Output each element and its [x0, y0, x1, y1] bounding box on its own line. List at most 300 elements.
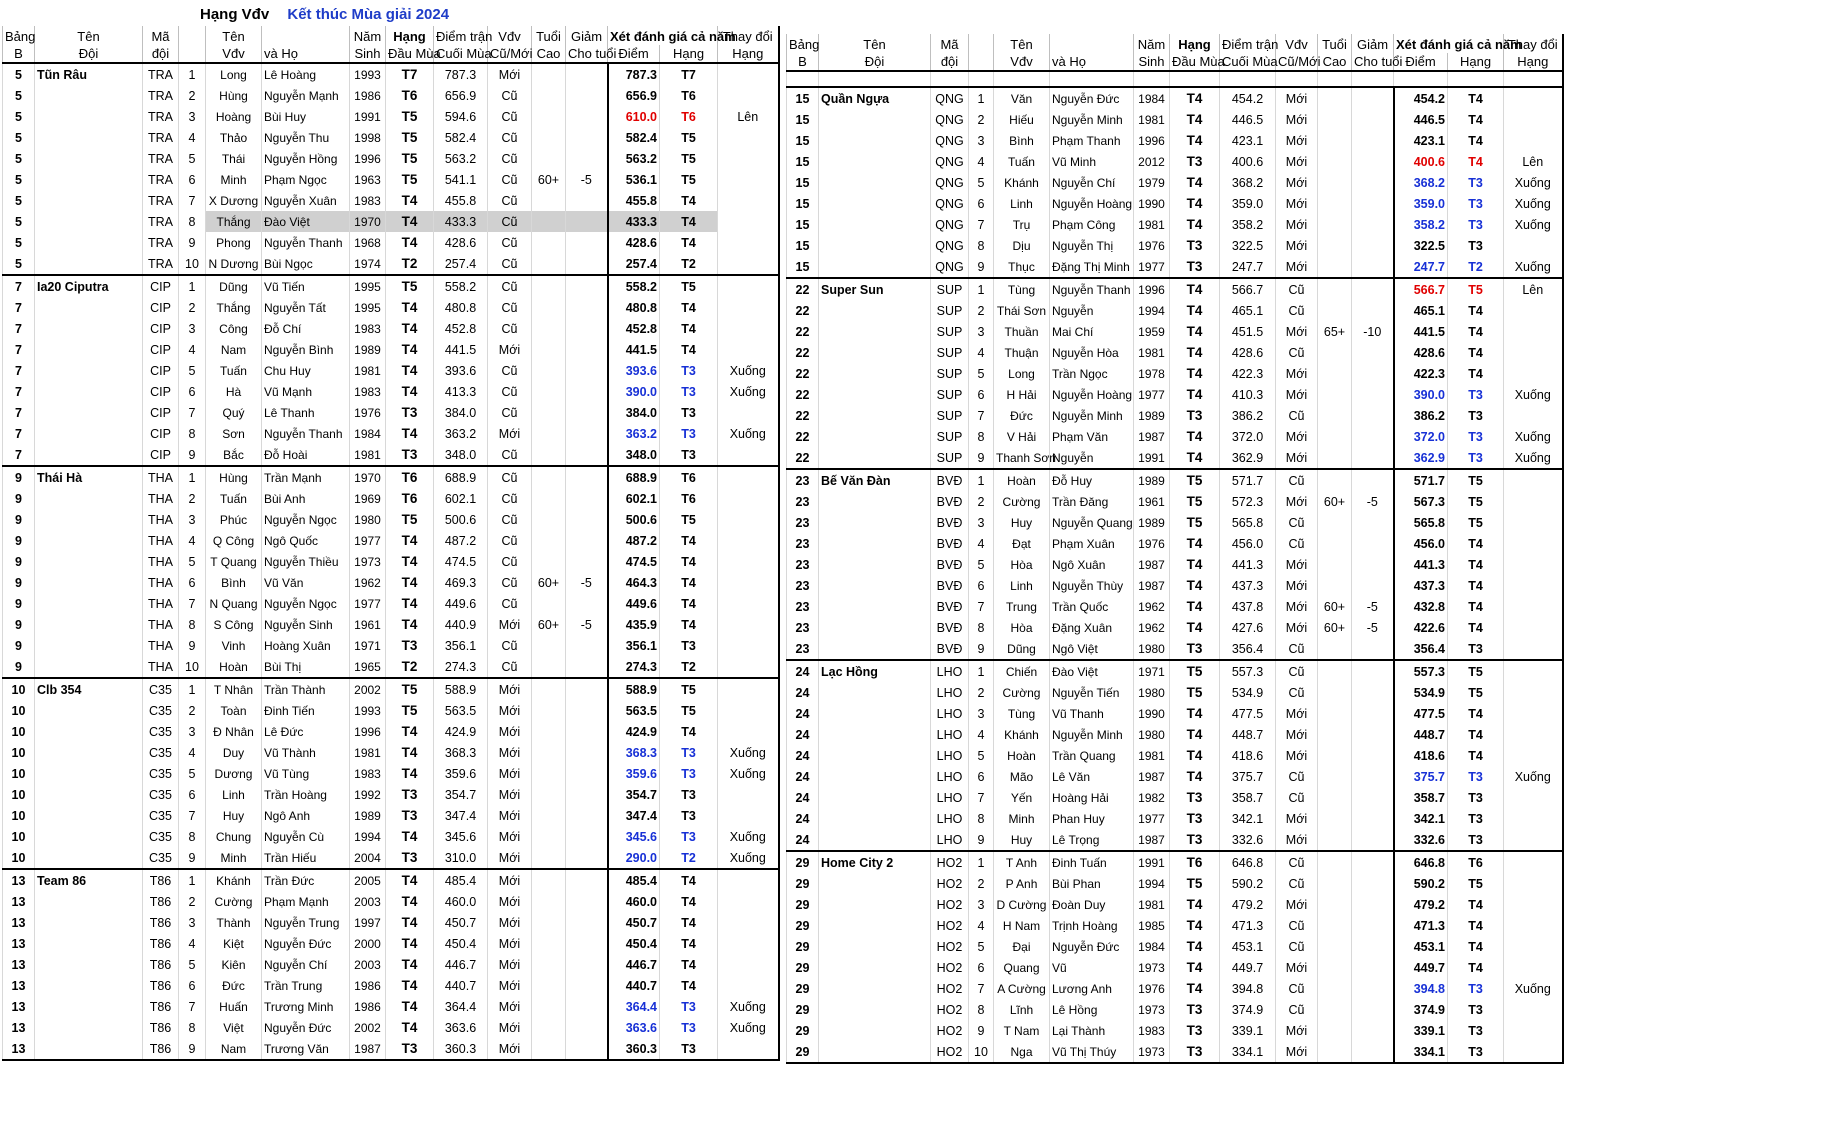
table-row: [3, 253, 779, 275]
age-group-cell: [1318, 235, 1352, 256]
final-score-cell: 588.9: [608, 678, 660, 700]
player-name-cell: Duy: [206, 742, 262, 763]
rank-change-cell: [718, 869, 779, 891]
age-group-cell: [532, 509, 566, 530]
start-rank-cell: T3: [1170, 151, 1220, 172]
rank-change-cell: [718, 444, 779, 466]
left-ranking-table: [2, 26, 780, 1061]
player-family-name-cell: Lê Văn: [1050, 766, 1134, 787]
team-name-cell: [819, 491, 931, 512]
age-reduction-cell: -5: [1352, 596, 1394, 617]
player-name-cell: Đạt: [994, 533, 1050, 554]
group-number-cell: 13: [3, 1038, 35, 1060]
age-group-cell: [1318, 151, 1352, 172]
team-code-cell: C35: [143, 784, 179, 805]
player-family-name-cell: Bùi Thị: [262, 656, 350, 678]
left-header-row-top: [3, 26, 779, 45]
age-group-cell: [532, 805, 566, 826]
player-index-cell: 1: [969, 660, 994, 682]
team-name-cell: [35, 339, 143, 360]
age-group-cell: [532, 360, 566, 381]
team-name-cell: Lạc Hồng: [819, 660, 931, 682]
birth-year-cell: 1976: [1134, 533, 1170, 554]
team-name-cell: [819, 808, 931, 829]
player-name-cell: Thắng: [206, 211, 262, 232]
birth-year-cell: 1992: [350, 784, 386, 805]
rank-change-cell: [1504, 1020, 1563, 1041]
group-number-cell: 13: [3, 912, 35, 933]
final-rank-cell: T3: [660, 423, 718, 444]
player-family-name-cell: Nguyễn Chí: [1050, 172, 1134, 193]
player-index-cell: 9: [179, 444, 206, 466]
player-index-cell: 2: [969, 491, 994, 512]
final-score-cell: 432.8: [1394, 596, 1448, 617]
player-status-cell: Mới: [1276, 745, 1318, 766]
age-group-cell: [532, 148, 566, 169]
player-index-cell: 3: [179, 106, 206, 127]
team-code-cell: T86: [143, 891, 179, 912]
final-score-cell: 374.9: [1394, 999, 1448, 1020]
group-number-cell: 9: [3, 635, 35, 656]
player-family-name-cell: Nguyễn Đức: [1050, 936, 1134, 957]
header-top-cell: Hạng: [386, 26, 434, 45]
player-index-cell: 2: [969, 873, 994, 894]
header-top-cell: Bảng: [787, 34, 819, 53]
age-reduction-cell: [566, 996, 608, 1017]
final-rank-cell: T6: [660, 488, 718, 509]
final-score-cell: 375.7: [1394, 766, 1448, 787]
final-score-cell: 460.0: [608, 891, 660, 912]
age-group-cell: [532, 933, 566, 954]
match-points-cell: 571.7: [1220, 469, 1276, 491]
team-code-cell: SUP: [931, 363, 969, 384]
birth-year-cell: 1989: [350, 805, 386, 826]
player-index-cell: 8: [179, 1017, 206, 1038]
team-code-cell: HO2: [931, 851, 969, 873]
final-rank-cell: T3: [1448, 426, 1504, 447]
player-status-cell: Mới: [488, 805, 532, 826]
start-rank-cell: T3: [386, 402, 434, 423]
team-code-cell: C35: [143, 678, 179, 700]
start-rank-cell: T4: [1170, 745, 1220, 766]
player-name-cell: H Hải: [994, 384, 1050, 405]
player-family-name-cell: Nguyễn Quang: [1050, 512, 1134, 533]
player-name-cell: Huy: [206, 805, 262, 826]
right-table-body: [787, 71, 1563, 1063]
team-code-cell: THA: [143, 530, 179, 551]
player-name-cell: Tuấn: [994, 151, 1050, 172]
player-index-cell: 1: [179, 466, 206, 488]
group-number-cell: 22: [787, 426, 819, 447]
player-name-cell: Dũng: [994, 638, 1050, 660]
group-number-cell: 24: [787, 829, 819, 851]
age-group-cell: [1318, 1041, 1352, 1063]
player-index-cell: 7: [179, 996, 206, 1017]
table-row: [787, 999, 1563, 1020]
final-rank-cell: T3: [1448, 193, 1504, 214]
rank-change-cell: [718, 933, 779, 954]
final-score-cell: 454.2: [1394, 87, 1448, 109]
final-rank-cell: T4: [1448, 575, 1504, 596]
age-reduction-cell: [1352, 829, 1394, 851]
team-code-cell: HO2: [931, 936, 969, 957]
final-score-cell: 422.6: [1394, 617, 1448, 638]
header-bottom-cell: Điểm: [1394, 53, 1448, 71]
group-number-cell: 22: [787, 447, 819, 469]
birth-year-cell: 1980: [1134, 638, 1170, 660]
final-rank-cell: T4: [1448, 321, 1504, 342]
table-row: [787, 172, 1563, 193]
team-code-cell: QNG: [931, 172, 969, 193]
birth-year-cell: 1983: [350, 318, 386, 339]
final-score-cell: 390.0: [1394, 384, 1448, 405]
player-name-cell: Thuận: [994, 342, 1050, 363]
team-code-cell: QNG: [931, 214, 969, 235]
rank-change-cell: [718, 275, 779, 297]
player-status-cell: Mới: [488, 700, 532, 721]
team-name-cell: [819, 321, 931, 342]
match-points-cell: 557.3: [1220, 660, 1276, 682]
team-code-cell: THA: [143, 551, 179, 572]
player-family-name-cell: Trần Thành: [262, 678, 350, 700]
birth-year-cell: 1987: [1134, 554, 1170, 575]
final-rank-cell: T4: [1448, 554, 1504, 575]
final-rank-cell: T5: [1448, 660, 1504, 682]
match-points-cell: 368.2: [1220, 172, 1276, 193]
start-rank-cell: T3: [1170, 808, 1220, 829]
age-reduction-cell: -5: [1352, 491, 1394, 512]
age-group-cell: [1318, 533, 1352, 554]
player-family-name-cell: Đặng Thị Minh: [1050, 256, 1134, 278]
team-name-cell: Bế Văn Đàn: [819, 469, 931, 491]
player-status-cell: Cũ: [1276, 342, 1318, 363]
match-points-cell: 359.0: [1220, 193, 1276, 214]
final-rank-cell: T3: [1448, 1041, 1504, 1063]
group-number-cell: 29: [787, 873, 819, 894]
age-group-cell: [1318, 300, 1352, 321]
rank-change-cell: [1504, 682, 1563, 703]
player-status-cell: Cũ: [488, 488, 532, 509]
player-index-cell: 4: [179, 742, 206, 763]
team-name-cell: [35, 784, 143, 805]
final-score-cell: 563.5: [608, 700, 660, 721]
start-rank-cell: T4: [386, 232, 434, 253]
player-family-name-cell: Vũ Tùng: [262, 763, 350, 784]
player-family-name-cell: Vũ Thị Thúy: [1050, 1041, 1134, 1063]
rank-change-cell: Xuống: [718, 1017, 779, 1038]
player-family-name-cell: Nguyễn Đức: [262, 1017, 350, 1038]
player-status-cell: Mới: [1276, 172, 1318, 193]
table-row: [3, 509, 779, 530]
match-points-cell: 424.9: [434, 721, 488, 742]
group-number-cell: 15: [787, 109, 819, 130]
team-code-cell: THA: [143, 614, 179, 635]
group-number-cell: 24: [787, 787, 819, 808]
rank-change-cell: [718, 700, 779, 721]
table-row: [787, 447, 1563, 469]
final-score-cell: 787.3: [608, 63, 660, 85]
start-rank-cell: T4: [1170, 363, 1220, 384]
spacer-cell: [1352, 71, 1394, 87]
final-score-cell: 479.2: [1394, 894, 1448, 915]
match-points-cell: 452.8: [434, 318, 488, 339]
final-score-cell: 646.8: [1394, 851, 1448, 873]
age-reduction-cell: [566, 466, 608, 488]
start-rank-cell: T4: [386, 912, 434, 933]
final-score-cell: 452.8: [608, 318, 660, 339]
right-header-row-top: [787, 34, 1563, 53]
birth-year-cell: 1989: [1134, 405, 1170, 426]
age-reduction-cell: [1352, 660, 1394, 682]
team-name-cell: [819, 745, 931, 766]
age-reduction-cell: [1352, 384, 1394, 405]
final-rank-cell: T3: [1448, 214, 1504, 235]
final-score-cell: 290.0: [608, 847, 660, 869]
age-reduction-cell: [566, 912, 608, 933]
match-points-cell: 565.8: [1220, 512, 1276, 533]
age-group-cell: [1318, 829, 1352, 851]
final-score-cell: 428.6: [1394, 342, 1448, 363]
start-rank-cell: T4: [1170, 109, 1220, 130]
birth-year-cell: 1982: [1134, 787, 1170, 808]
player-status-cell: Mới: [1276, 321, 1318, 342]
table-row: [787, 87, 1563, 109]
player-name-cell: Minh: [206, 847, 262, 869]
player-status-cell: Cũ: [1276, 915, 1318, 936]
rank-change-cell: [1504, 405, 1563, 426]
start-rank-cell: T7: [386, 63, 434, 85]
team-name-cell: [35, 614, 143, 635]
table-row: [3, 85, 779, 106]
header-bottom-cell: Cho tuổi: [1352, 53, 1394, 71]
birth-year-cell: 1965: [350, 656, 386, 678]
player-status-cell: Cũ: [1276, 936, 1318, 957]
birth-year-cell: 1980: [1134, 682, 1170, 703]
player-family-name-cell: Nguyễn Tất: [262, 297, 350, 318]
final-rank-cell: T4: [660, 891, 718, 912]
age-reduction-cell: [1352, 745, 1394, 766]
birth-year-cell: 1987: [1134, 766, 1170, 787]
player-name-cell: Thanh Sơn: [994, 447, 1050, 469]
table-row: [787, 256, 1563, 278]
age-reduction-cell: [1352, 554, 1394, 575]
player-family-name-cell: Nguyễn Đức: [1050, 87, 1134, 109]
age-reduction-cell: [566, 190, 608, 211]
team-name-cell: [819, 787, 931, 808]
age-reduction-cell: [1352, 363, 1394, 384]
age-reduction-cell: [566, 1017, 608, 1038]
player-family-name-cell: Bùi Anh: [262, 488, 350, 509]
table-row: [787, 957, 1563, 978]
birth-year-cell: 1981: [1134, 342, 1170, 363]
team-code-cell: THA: [143, 488, 179, 509]
age-reduction-cell: [1352, 533, 1394, 554]
player-family-name-cell: Nguyễn Minh: [1050, 724, 1134, 745]
group-number-cell: 7: [3, 275, 35, 297]
age-reduction-cell: [1352, 873, 1394, 894]
group-number-cell: 23: [787, 575, 819, 596]
final-rank-cell: T3: [660, 402, 718, 423]
rank-change-cell: Xuống: [718, 360, 779, 381]
player-index-cell: 2: [179, 700, 206, 721]
header-bottom-cell: Hạng: [718, 45, 779, 63]
age-reduction-cell: [1352, 193, 1394, 214]
match-points-cell: 450.4: [434, 933, 488, 954]
team-code-cell: LHO: [931, 787, 969, 808]
birth-year-cell: 1986: [350, 85, 386, 106]
final-score-cell: 441.3: [1394, 554, 1448, 575]
player-family-name-cell: Nguyễn Mạnh: [262, 85, 350, 106]
player-family-name-cell: Vũ Tiến: [262, 275, 350, 297]
group-number-cell: 7: [3, 444, 35, 466]
player-status-cell: Cũ: [1276, 851, 1318, 873]
table-row: [787, 130, 1563, 151]
group-number-cell: 5: [3, 211, 35, 232]
table-row: [787, 1020, 1563, 1041]
player-status-cell: Cũ: [488, 190, 532, 211]
final-score-cell: 363.2: [608, 423, 660, 444]
team-name-cell: [35, 169, 143, 190]
team-name-cell: [35, 763, 143, 784]
match-points-cell: 485.4: [434, 869, 488, 891]
team-code-cell: SUP: [931, 405, 969, 426]
player-name-cell: Cường: [994, 491, 1050, 512]
header-top-cell: Điểm trận: [434, 26, 488, 45]
start-rank-cell: T4: [386, 954, 434, 975]
player-name-cell: Đức: [206, 975, 262, 996]
birth-year-cell: 1974: [350, 253, 386, 275]
match-points-cell: 423.1: [1220, 130, 1276, 151]
birth-year-cell: 1984: [1134, 936, 1170, 957]
final-rank-cell: T3: [1448, 384, 1504, 405]
final-score-cell: 455.8: [608, 190, 660, 211]
group-number-cell: 24: [787, 766, 819, 787]
age-group-cell: [532, 996, 566, 1017]
group-number-cell: 24: [787, 660, 819, 682]
start-rank-cell: T4: [386, 593, 434, 614]
age-reduction-cell: [1352, 787, 1394, 808]
birth-year-cell: 1981: [350, 360, 386, 381]
start-rank-cell: T4: [386, 211, 434, 232]
final-score-cell: 446.7: [608, 954, 660, 975]
final-score-cell: 418.6: [1394, 745, 1448, 766]
player-status-cell: Cũ: [488, 211, 532, 232]
age-group-cell: 60+: [1318, 491, 1352, 512]
match-points-cell: 372.0: [1220, 426, 1276, 447]
birth-year-cell: 1973: [350, 551, 386, 572]
team-name-cell: [35, 975, 143, 996]
team-name-cell: [819, 978, 931, 999]
birth-year-cell: 1993: [350, 700, 386, 721]
final-rank-cell: T6: [660, 466, 718, 488]
player-index-cell: 1: [969, 851, 994, 873]
table-row: [787, 300, 1563, 321]
group-number-cell: 29: [787, 999, 819, 1020]
team-name-cell: [819, 682, 931, 703]
team-name-cell: [35, 1038, 143, 1060]
player-family-name-cell: Trần Quang: [1050, 745, 1134, 766]
player-family-name-cell: Trương Văn: [262, 1038, 350, 1060]
age-reduction-cell: [566, 106, 608, 127]
age-reduction-cell: [1352, 278, 1394, 300]
match-points-cell: 375.7: [1220, 766, 1276, 787]
group-number-cell: 23: [787, 491, 819, 512]
rank-change-cell: [718, 784, 779, 805]
player-family-name-cell: Đinh Tuấn: [1050, 851, 1134, 873]
final-score-cell: 384.0: [608, 402, 660, 423]
group-number-cell: 22: [787, 405, 819, 426]
player-name-cell: V Hải: [994, 426, 1050, 447]
player-index-cell: 10: [179, 656, 206, 678]
final-rank-cell: T5: [1448, 682, 1504, 703]
player-family-name-cell: Nguyễn Ngọc: [262, 593, 350, 614]
match-points-cell: 441.5: [434, 339, 488, 360]
age-reduction-cell: [566, 423, 608, 444]
team-code-cell: CIP: [143, 423, 179, 444]
final-rank-cell: T5: [660, 127, 718, 148]
final-rank-cell: T4: [1448, 894, 1504, 915]
player-family-name-cell: Nguyễn Bình: [262, 339, 350, 360]
match-points-cell: 433.3: [434, 211, 488, 232]
player-index-cell: 9: [969, 829, 994, 851]
table-row: [3, 1038, 779, 1060]
birth-year-cell: 1983: [350, 763, 386, 784]
player-status-cell: Cũ: [1276, 278, 1318, 300]
player-index-cell: 8: [969, 617, 994, 638]
start-rank-cell: T4: [1170, 936, 1220, 957]
group-number-cell: 7: [3, 402, 35, 423]
group-number-cell: 13: [3, 1017, 35, 1038]
team-name-cell: [819, 405, 931, 426]
birth-year-cell: 1981: [350, 742, 386, 763]
team-code-cell: T86: [143, 954, 179, 975]
final-score-cell: 356.1: [608, 635, 660, 656]
match-points-cell: 563.5: [434, 700, 488, 721]
final-rank-cell: T4: [660, 954, 718, 975]
start-rank-cell: T4: [386, 742, 434, 763]
group-number-cell: 29: [787, 936, 819, 957]
team-code-cell: QNG: [931, 109, 969, 130]
player-status-cell: Mới: [1276, 1041, 1318, 1063]
start-rank-cell: T4: [1170, 130, 1220, 151]
team-name-cell: [819, 512, 931, 533]
player-name-cell: Quý: [206, 402, 262, 423]
player-name-cell: Thảo: [206, 127, 262, 148]
table-row: [3, 318, 779, 339]
age-group-cell: [1318, 957, 1352, 978]
birth-year-cell: 1993: [350, 63, 386, 85]
rank-change-cell: [1504, 512, 1563, 533]
player-name-cell: Nam: [206, 1038, 262, 1060]
header-top-cell: [969, 34, 994, 53]
player-status-cell: Cũ: [488, 232, 532, 253]
table-row: [3, 488, 779, 509]
rank-change-cell: [1504, 342, 1563, 363]
group-number-cell: 29: [787, 894, 819, 915]
start-rank-cell: T5: [386, 275, 434, 297]
table-row: [787, 808, 1563, 829]
birth-year-cell: 1981: [1134, 109, 1170, 130]
player-family-name-cell: Nguyễn Minh: [1050, 405, 1134, 426]
group-number-cell: 10: [3, 784, 35, 805]
final-score-cell: 453.1: [1394, 936, 1448, 957]
player-status-cell: Mới: [488, 1038, 532, 1060]
spacer-cell: [1134, 71, 1170, 87]
header-top-cell: Xét đánh giá cả năm: [608, 26, 718, 45]
group-number-cell: 13: [3, 869, 35, 891]
start-rank-cell: T4: [386, 297, 434, 318]
player-status-cell: Mới: [1276, 808, 1318, 829]
